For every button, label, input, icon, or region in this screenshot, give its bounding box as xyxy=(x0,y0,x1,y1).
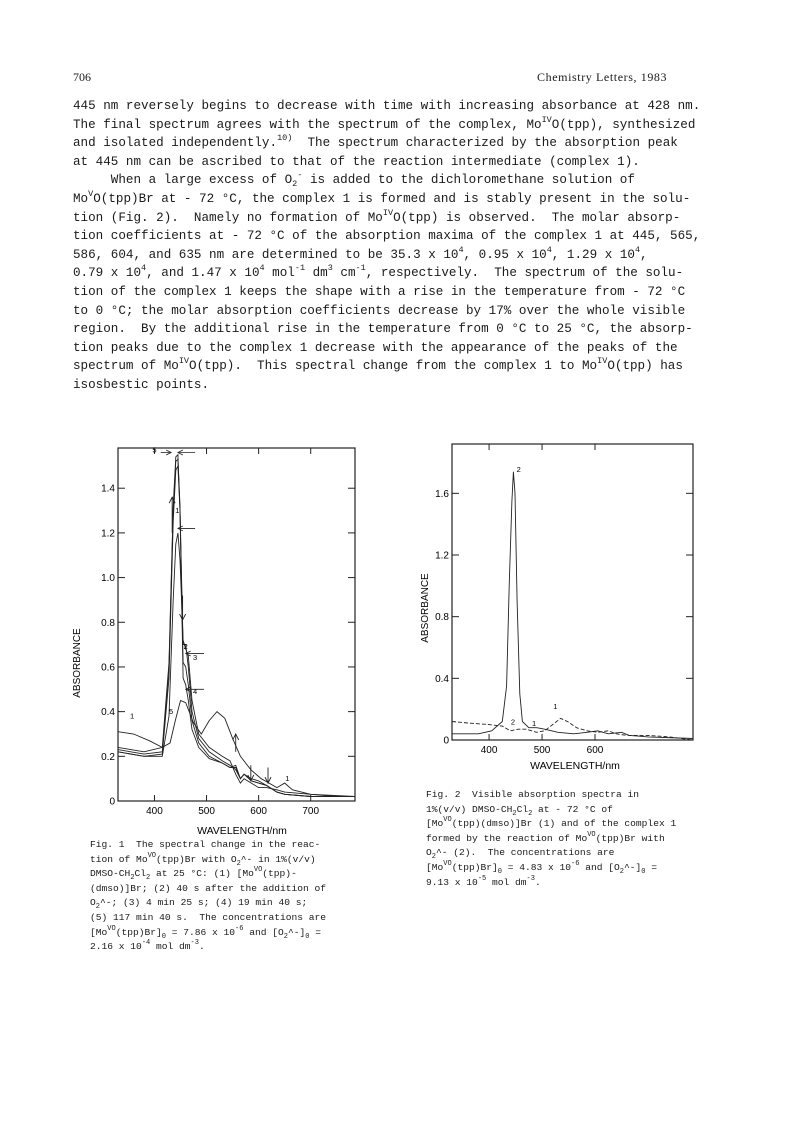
curve-label: 1 xyxy=(553,702,558,712)
figure-2-caption xyxy=(426,788,726,890)
y-tick-label: 0.4 xyxy=(435,673,449,685)
caption-line: $O_2\^{}-$ (2). The concentrations are xyxy=(426,847,615,862)
body-text-run: tion of the complex 1 keeps the shape with a rise in the temperature from - 72 °C xyxy=(73,284,686,299)
body-line xyxy=(73,171,723,190)
body-text-run: O(tpp). This spectral change from the complex 1 to Mo xyxy=(189,359,598,374)
body-text-run: 445 nm reversely begins to decrease with time with increasing absorbance at 428 nm. xyxy=(73,99,701,113)
page-number: 706 xyxy=(73,70,91,84)
figure-1-xlabel: WAVELENGTH/nm xyxy=(197,825,287,837)
body-text-run: is added to the dichloromethane solution of xyxy=(302,173,635,188)
caption-line: (dmso)]Br; (2) 40 s after the addition of xyxy=(90,882,327,894)
series-line-2 xyxy=(452,472,693,739)
body-text-run: IV xyxy=(178,356,190,367)
body-text-run: tion (Fig. 2). Namely no formation of Mo xyxy=(73,210,383,225)
curve-label: 2 xyxy=(510,717,515,727)
curve-label: 3 xyxy=(193,653,198,663)
y-tick-label: 0.2 xyxy=(101,751,115,763)
caption-line: 1%(v/v) DMSO-$CH_2Cl_2$ at - 72 °C of xyxy=(426,803,613,818)
y-tick-label: 1.4 xyxy=(101,483,115,495)
body-text-run: The final spectrum agrees with the spectrum of the complex, Mo xyxy=(73,117,542,132)
body-text-run: O(tpp), synthesized xyxy=(551,117,696,132)
figure-1-ylabel: ABSORBANCE xyxy=(72,628,83,698)
body-text-run: tion coefficients at - 72 °C of the absorption maxima of the complex 1 at 445, 565, xyxy=(73,229,701,244)
figure-2-chart xyxy=(410,438,710,778)
y-tick-label: 0.6 xyxy=(101,662,115,674)
caption-line: $[Mo^{VO}(tpp)Br]_0 = 7.86$ x $10^{-6}$ and $[O_2\^{}-]_0$ = xyxy=(90,924,321,941)
caption-line: $[Mo^{VO}(tpp)(dmso)]Br$ (1) and of the complex 1 xyxy=(426,816,677,830)
body-text-run: isosbestic points. xyxy=(73,377,210,392)
body-text-run: , 0.95 x 10 xyxy=(463,247,547,262)
body-text-run: cm xyxy=(332,266,356,281)
body-line xyxy=(73,227,723,246)
body-text-run: region. By the additional rise in the temperature from 0 °C to 25 °C, the absorp- xyxy=(73,322,693,337)
body-line xyxy=(73,153,723,172)
body-text-run: IV xyxy=(597,356,608,367)
caption-line: 2.16 x $10^{-4}$ mol $dm^{-3}$. xyxy=(90,939,205,953)
body-line xyxy=(73,190,723,209)
figure-2-ylabel: ABSORBANCE xyxy=(420,573,431,643)
caption-line: $[Mo^{VO}(tpp)Br]_0 = 4.83$ x $10^{-6}$ and $[O_2\^{}-]_0$ = xyxy=(426,859,657,876)
body-text-run: 4 xyxy=(546,244,552,255)
body-line xyxy=(73,283,723,302)
x-tick-label: 600 xyxy=(586,745,604,756)
body-text-run: mol xyxy=(264,266,295,281)
body-text-run: The spectrum characterized by the absorption peak xyxy=(292,136,678,151)
body-line xyxy=(73,246,723,265)
y-tick-label: 0 xyxy=(109,796,115,808)
body-text-run: 2 xyxy=(292,179,298,190)
body-line xyxy=(73,116,723,135)
body-line xyxy=(73,209,723,228)
body-line xyxy=(73,357,723,376)
y-tick-label: 0 xyxy=(443,735,449,747)
curve-label: 1 xyxy=(285,773,290,783)
body-text-run: 586, 604, and 635 nm are determined to be 35.3 x 10 xyxy=(73,247,459,262)
body-text-run: 10) xyxy=(277,133,293,144)
caption-line: $O_2\^{}-$; (3) 4 min 25 s; (4) 19 min 40 s; xyxy=(90,897,308,912)
body-text-run: O(tpp)Br at - 72 °C, the complex 1 is formed and is stably present in the solu- xyxy=(93,191,691,206)
caption-line: 9.13 x $10^{-5}$ mol $dm^{-3}$. xyxy=(426,874,541,888)
body-line xyxy=(73,97,723,116)
body-line xyxy=(73,376,723,395)
body-line xyxy=(73,302,723,321)
caption-line: formed by the reaction of $Mo^{VO}(tpp)Br$ with xyxy=(426,830,665,844)
body-text-run: V xyxy=(88,188,94,199)
body-text-run: 4 xyxy=(634,244,641,255)
caption-line: tion of $Mo^{VO}(tpp)Br$ with $O_2\^{}-$ in 1%(v/v) xyxy=(90,851,316,868)
body-text-run: , 1.29 x 10 xyxy=(551,247,635,262)
body-text-run: 4 xyxy=(141,263,147,274)
caption-line: Fig. 1 The spectral change in the reac- xyxy=(90,839,321,850)
plot-frame xyxy=(452,444,693,740)
figure-1-caption xyxy=(90,838,370,955)
curve-label: 2 xyxy=(516,464,521,474)
y-tick-label: 1.0 xyxy=(101,573,115,585)
body-line xyxy=(73,320,723,339)
curve-label: 2 xyxy=(183,642,188,652)
body-text-run: -1 xyxy=(294,263,306,274)
body-text-run: Mo xyxy=(73,191,89,206)
series-line-5 xyxy=(118,455,355,797)
body-text-run: and isolated independently. xyxy=(73,136,278,151)
x-tick-label: 600 xyxy=(250,806,267,817)
body-text-run: 0.79 x 10 xyxy=(73,266,142,281)
x-tick-label: 400 xyxy=(146,806,163,817)
y-tick-label: 1.2 xyxy=(435,550,449,562)
x-tick-label: 500 xyxy=(533,745,551,756)
body-text-run: dm xyxy=(305,266,328,281)
body-text-run: 3 xyxy=(327,263,333,274)
curve-label: 5 xyxy=(152,445,157,455)
journal-running-head: Chemistry Letters, 1983 xyxy=(537,70,668,84)
series-line-1 xyxy=(118,701,355,797)
body-line xyxy=(73,264,723,283)
series-line-4 xyxy=(118,459,355,796)
y-tick-label: 0.8 xyxy=(435,612,449,624)
figure-1-chart xyxy=(70,438,370,838)
body-text-run: to 0 °C; the molar absorption coefficients decrease by 17% over the whole visible xyxy=(73,303,686,318)
body-text-run: When a large excess of O xyxy=(73,173,293,188)
y-tick-label: 0.8 xyxy=(101,617,115,629)
body-text-run: O(tpp) is observed. The molar absorp- xyxy=(393,210,681,225)
body-text-run: , and 1.47 x 10 xyxy=(146,266,260,281)
body-text-run: , xyxy=(640,247,648,262)
curve-label: 4 xyxy=(193,686,198,696)
series-line-1 xyxy=(452,718,693,740)
body-text-run: IV xyxy=(541,114,552,125)
caption-line: (5) 117 min 40 s. The concentrations are xyxy=(90,911,327,923)
body-text-run: tion peaks due to the complex 1 decrease with the appearance of the peaks of the xyxy=(73,340,678,355)
caption-line: Fig. 2 Visible absorption spectra in xyxy=(426,789,640,800)
body-text-run: - xyxy=(297,170,303,181)
y-tick-label: 1.6 xyxy=(435,488,449,500)
curve-label: 1 xyxy=(129,711,135,721)
body-text-run: at 445 nm can be ascribed to that of the reaction intermediate (complex 1). xyxy=(73,154,640,169)
body-text xyxy=(73,97,723,395)
curve-label: 1 xyxy=(175,505,180,515)
body-line xyxy=(73,339,723,358)
x-tick-label: 500 xyxy=(198,806,215,817)
body-text-run: , respectively. The spectrum of the solu- xyxy=(365,266,684,281)
series-line-2 xyxy=(118,533,355,797)
body-text-run: -1 xyxy=(355,263,366,274)
y-tick-label: 0.4 xyxy=(101,707,115,719)
curve-label: 1 xyxy=(532,719,537,729)
body-text-run: O(tpp) has xyxy=(607,359,683,374)
y-tick-label: 1.2 xyxy=(101,528,115,540)
curve-label: 5 xyxy=(169,706,174,716)
figure-2-xlabel: WAVELENGTH/nm xyxy=(530,760,620,772)
x-tick-label: 400 xyxy=(480,745,498,756)
caption-line: DMSO-$CH_2Cl_2$ at 25 °C: (1) [$Mo^{VO}(tpp)-$ xyxy=(90,866,297,883)
body-text-run: 4 xyxy=(458,244,464,255)
body-text-run: spectrum of Mo xyxy=(73,359,179,374)
body-text-run: IV xyxy=(382,207,394,218)
x-tick-label: 700 xyxy=(302,806,320,817)
body-text-run: 4 xyxy=(259,263,265,274)
body-line xyxy=(73,134,723,153)
